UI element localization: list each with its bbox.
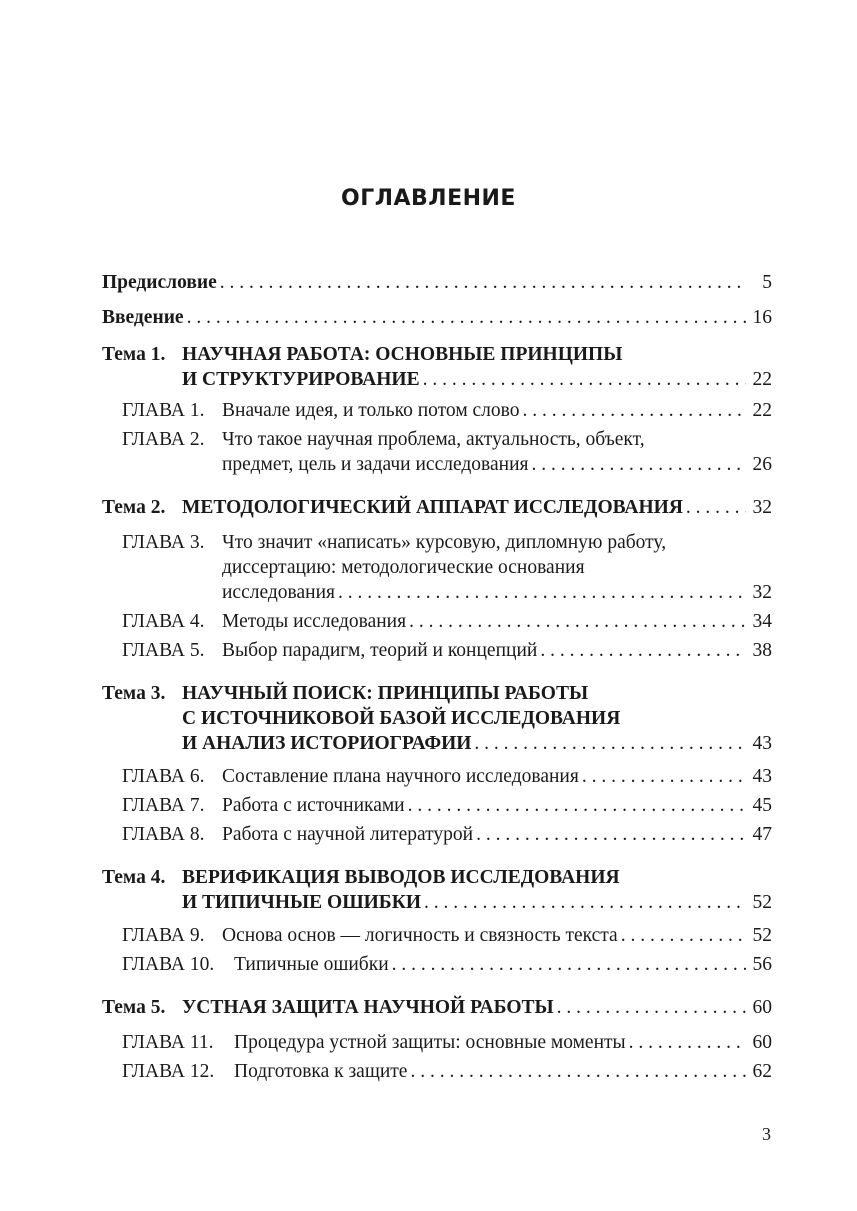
- leader-dots: [629, 1030, 746, 1055]
- chapter-title: Процедура устной защиты: основные моменты: [234, 1032, 626, 1053]
- leader-dots: [338, 580, 746, 605]
- toc-chapter-2[interactable]: [102, 427, 772, 477]
- toc-page: 43: [752, 766, 772, 787]
- table-of-contents: [102, 270, 772, 1084]
- toc-theme-4[interactable]: [102, 865, 772, 915]
- toc-chapter-8[interactable]: [102, 822, 772, 847]
- toc-page: 47: [752, 824, 772, 845]
- toc-label: Предисловие: [102, 272, 217, 293]
- toc-theme-1[interactable]: [102, 342, 772, 392]
- toc-chapter-4[interactable]: [102, 609, 772, 634]
- toc-page: 22: [752, 400, 772, 421]
- toc-page: 43: [752, 733, 772, 754]
- chapter-prefix: ГЛАВА 7.: [122, 795, 205, 816]
- chapter-prefix: ГЛАВА 9.: [122, 925, 205, 946]
- chapter-title: Типичные ошибки: [234, 954, 389, 975]
- theme-title-line: И ТИПИЧНЫЕ ОШИБКИ: [182, 892, 422, 913]
- toc-page: 56: [752, 954, 772, 975]
- chapter-title: Работа с источниками: [222, 795, 405, 816]
- chapter-title-line: диссертацию: методологические основания: [222, 557, 585, 578]
- toc-page: 22: [752, 369, 772, 390]
- leader-dots: [474, 731, 746, 756]
- toc-chapter-12[interactable]: [102, 1059, 772, 1084]
- chapter-title-line: исследования: [222, 582, 335, 603]
- page-title: ОГЛАВЛЕНИЕ: [341, 186, 516, 211]
- leader-dots: [187, 305, 746, 330]
- chapter-title: Выбор парадигм, теорий и концепций: [222, 640, 538, 661]
- leader-dots: [423, 367, 746, 392]
- leader-dots: [557, 995, 746, 1020]
- leader-dots: [582, 764, 746, 789]
- chapter-prefix: ГЛАВА 11.: [122, 1032, 214, 1053]
- toc-chapter-9[interactable]: [102, 923, 772, 948]
- toc-chapter-5[interactable]: [102, 638, 772, 663]
- toc-chapter-11[interactable]: [102, 1030, 772, 1055]
- theme-title-line: УСТНАЯ ЗАЩИТА НАУЧНОЙ РАБОТЫ: [182, 997, 554, 1018]
- theme-prefix: Тема 4.: [102, 867, 166, 888]
- toc-theme-3[interactable]: [102, 681, 772, 756]
- toc-entry-preface[interactable]: [102, 270, 772, 295]
- leader-dots: [408, 793, 746, 818]
- toc-chapter-3[interactable]: [102, 530, 772, 605]
- chapter-prefix: ГЛАВА 10.: [122, 954, 215, 975]
- chapter-title: Вначале идея, и только потом слово: [222, 400, 520, 421]
- toc-page: 45: [752, 795, 772, 816]
- chapter-title: Составление плана научного исследования: [222, 766, 579, 787]
- toc-page: 38: [752, 640, 772, 661]
- toc-theme-2[interactable]: [102, 495, 772, 520]
- leader-dots: [531, 452, 746, 477]
- toc-chapter-6[interactable]: [102, 764, 772, 789]
- toc-theme-5[interactable]: [102, 995, 772, 1020]
- chapter-title: Что значит «написать» курсовую, дипломную работу,: [222, 532, 667, 553]
- theme-prefix: Тема 1.: [102, 344, 166, 365]
- theme-title-line: НАУЧНАЯ РАБОТА: ОСНОВНЫЕ ПРИНЦИПЫ: [182, 344, 623, 365]
- toc-label: Введение: [102, 307, 184, 328]
- chapter-title: Подготовка к защите: [234, 1061, 408, 1082]
- toc-chapter-1[interactable]: [102, 398, 772, 423]
- toc-page: 26: [752, 454, 772, 475]
- theme-prefix: Тема 5.: [102, 997, 166, 1018]
- leader-dots: [392, 952, 746, 977]
- leader-dots: [621, 923, 746, 948]
- leader-dots: [523, 398, 747, 423]
- toc-entry-intro[interactable]: [102, 305, 772, 330]
- toc-chapter-7[interactable]: [102, 793, 772, 818]
- chapter-prefix: ГЛАВА 4.: [122, 611, 205, 632]
- page-number: 3: [762, 1124, 771, 1144]
- toc-page: 5: [762, 272, 772, 293]
- leader-dots: [476, 822, 746, 847]
- chapter-prefix: ГЛАВА 3.: [122, 532, 205, 553]
- chapter-prefix: ГЛАВА 1.: [122, 400, 205, 421]
- toc-page: 16: [752, 307, 772, 328]
- leader-dots: [409, 609, 746, 634]
- toc-page: 60: [752, 1032, 772, 1053]
- leader-dots: [410, 1059, 746, 1084]
- theme-prefix: Тема 2.: [102, 497, 166, 518]
- toc-page: 52: [752, 925, 772, 946]
- theme-title-line: ВЕРИФИКАЦИЯ ВЫВОДОВ ИССЛЕДОВАНИЯ: [182, 867, 620, 888]
- chapter-prefix: ГЛАВА 6.: [122, 766, 205, 787]
- chapter-prefix: ГЛАВА 12.: [122, 1061, 215, 1082]
- theme-title-line: И СТРУКТУРИРОВАНИЕ: [182, 369, 420, 390]
- toc-page: 32: [752, 582, 772, 603]
- theme-title-line: НАУЧНЫЙ ПОИСК: ПРИНЦИПЫ РАБОТЫ: [182, 683, 589, 704]
- leader-dots: [424, 890, 746, 915]
- leader-dots: [220, 270, 746, 295]
- toc-page: 32: [752, 497, 772, 518]
- toc-page: 34: [752, 611, 772, 632]
- chapter-prefix: ГЛАВА 8.: [122, 824, 205, 845]
- theme-prefix: Тема 3.: [102, 683, 166, 704]
- chapter-title: Что такое научная проблема, актуальность, объект,: [222, 429, 645, 450]
- chapter-title: Основа основ — логичность и связность текста: [222, 925, 618, 946]
- leader-dots: [686, 495, 746, 520]
- toc-page: 62: [752, 1061, 772, 1082]
- chapter-prefix: ГЛАВА 5.: [122, 640, 205, 661]
- theme-title-line: МЕТОДОЛОГИЧЕСКИЙ АППАРАТ ИССЛЕДОВАНИЯ: [182, 497, 683, 518]
- toc-page: 52: [752, 892, 772, 913]
- toc-chapter-10[interactable]: [102, 952, 772, 977]
- chapter-title: Работа с научной литературой: [222, 824, 474, 845]
- toc-page: 60: [752, 997, 772, 1018]
- theme-title-line: С ИСТОЧНИКОВОЙ БАЗОЙ ИССЛЕДОВАНИЯ: [182, 708, 621, 729]
- chapter-title: Методы исследования: [222, 611, 407, 632]
- theme-title-line: И АНАЛИЗ ИСТОРИОГРАФИИ: [182, 733, 472, 754]
- chapter-prefix: ГЛАВА 2.: [122, 429, 205, 450]
- chapter-title-line: предмет, цель и задачи исследования: [222, 454, 529, 475]
- leader-dots: [540, 638, 746, 663]
